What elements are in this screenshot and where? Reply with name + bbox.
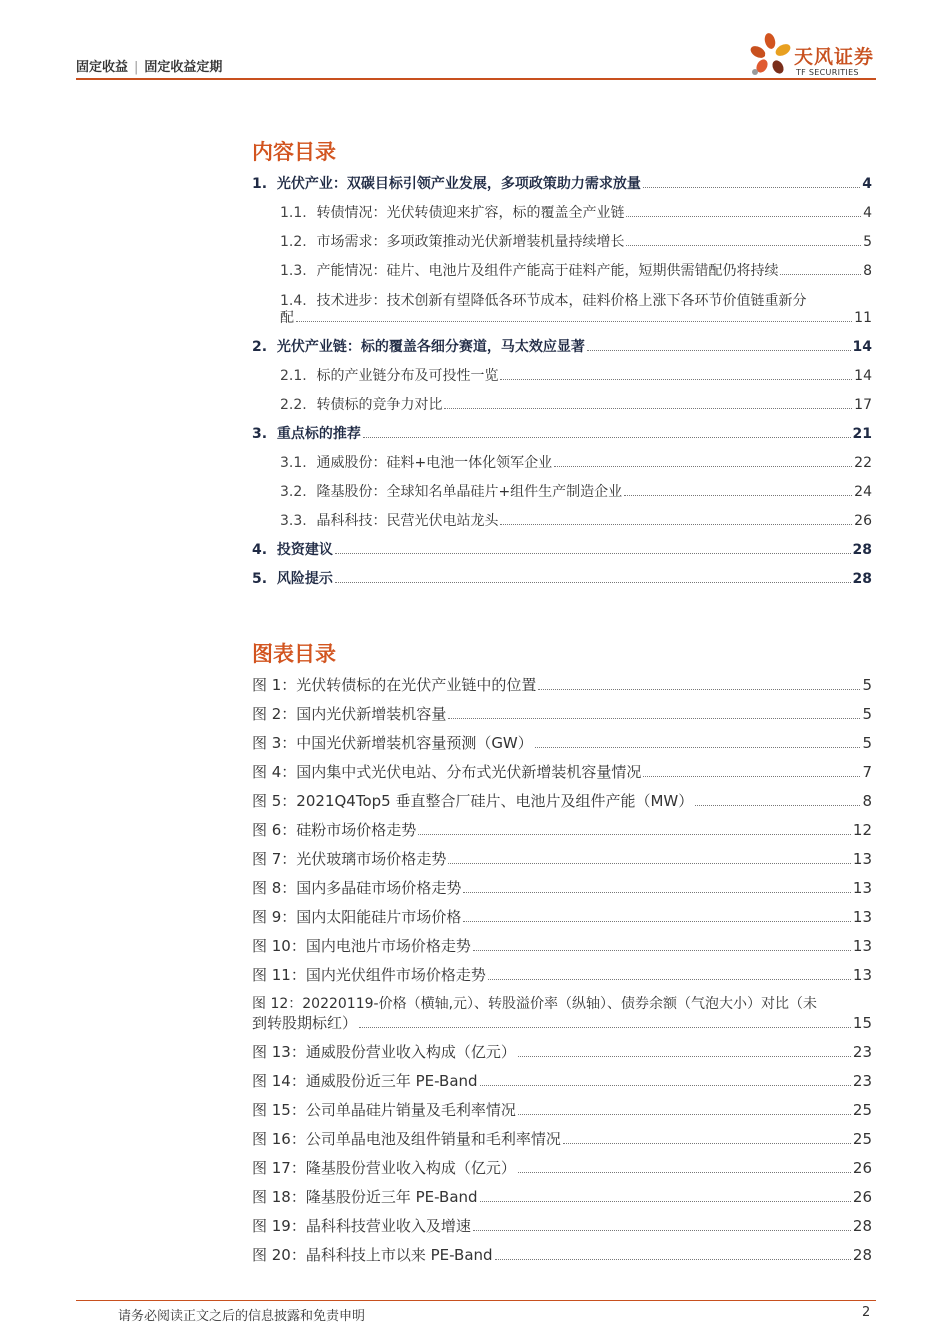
company-logo: [748, 30, 878, 78]
toc-item[interactable]: [280, 511, 872, 531]
figure-item-continuation[interactable]: [252, 1013, 872, 1033]
toc-item-number: 2.: [252, 339, 268, 355]
toc-item-label: 技术进步：技术创新有望降低各环节成本，硅料价格上涨下各环节价值链重新分: [316, 293, 807, 309]
toc-item[interactable]: [280, 366, 872, 386]
figure-item-label: 图 4：国内集中式光伏电站、分布式光伏新增装机容量情况: [252, 763, 642, 781]
figure-item[interactable]: [252, 704, 872, 724]
figure-item[interactable]: [252, 878, 872, 898]
toc-item[interactable]: [252, 337, 872, 357]
toc-item-label: 标的产业链分布及可投性一览: [316, 368, 499, 384]
figure-item-page: 5: [862, 705, 872, 723]
figure-item-page: 28: [852, 1217, 872, 1235]
figure-item-label: 图 11：国内光伏组件市场价格走势: [252, 966, 486, 984]
toc-item-number: 3.: [252, 426, 268, 442]
toc-item-page: 21: [852, 426, 872, 442]
header-separator: |: [134, 60, 139, 75]
figure-item[interactable]: [252, 675, 872, 695]
figure-item[interactable]: [252, 1042, 872, 1062]
toc-item-number: 2.2.: [280, 397, 307, 413]
figure-item-label: 图 8：国内多晶硅市场价格走势: [252, 879, 462, 897]
figure-item-page: 12: [852, 821, 872, 839]
figure-item-page: 13: [852, 966, 872, 984]
toc-item-continuation[interactable]: [280, 308, 872, 328]
toc-item-label: 通威股份：硅料+电池一体化领军企业: [316, 455, 553, 471]
figure-item[interactable]: [252, 1245, 872, 1265]
figure-item-page: 25: [852, 1130, 872, 1148]
figure-item-page: 13: [852, 937, 872, 955]
figure-item[interactable]: [252, 1129, 872, 1149]
toc-item-page: 11: [854, 310, 872, 326]
toc-item-label: 光伏产业：双碳目标引领产业发展，多项政策助力需求放量: [276, 176, 641, 192]
toc-item-number: 5.: [252, 571, 268, 587]
figure-item[interactable]: [252, 965, 872, 985]
figure-item-page: 23: [852, 1072, 872, 1090]
figure-item-label: 图 15：公司单晶硅片销量及毛利率情况: [252, 1101, 516, 1119]
toc-item-page: 28: [852, 542, 872, 558]
toc-item-wrapped[interactable]: [280, 290, 806, 310]
toc-item-label: 市场需求：多项政策推动光伏新增装机量持续增长: [316, 234, 625, 250]
figure-item-page: 13: [852, 850, 872, 868]
figure-item-label: 图 13：通威股份营业收入构成（亿元）: [252, 1043, 516, 1061]
toc-item[interactable]: [280, 261, 872, 281]
figure-item-page: 28: [852, 1246, 872, 1264]
toc-item-page: 8: [863, 263, 872, 279]
toc-item[interactable]: [280, 453, 872, 473]
toc-item-label: 风险提示: [276, 571, 333, 587]
figure-item[interactable]: [252, 1216, 872, 1236]
toc-item-page: 22: [854, 455, 872, 471]
figure-item-page: 7: [862, 763, 872, 781]
header-subcategory: 固定收益定期: [144, 60, 223, 75]
toc-item-page: 5: [863, 234, 872, 250]
toc-item[interactable]: [252, 569, 872, 589]
toc-item-page: 4: [863, 205, 872, 221]
toc-item-label: 转债标的竞争力对比: [316, 397, 443, 413]
page-number: 2: [862, 1305, 871, 1320]
figure-item[interactable]: [252, 820, 872, 840]
figure-item[interactable]: [252, 762, 872, 782]
toc-item[interactable]: [280, 482, 872, 502]
figure-item-page: 26: [852, 1159, 872, 1177]
figure-item[interactable]: [252, 733, 872, 753]
toc-item[interactable]: [252, 174, 872, 194]
toc-item-number: 1.4.: [280, 293, 307, 309]
figure-item-label: 图 7：光伏玻璃市场价格走势: [252, 850, 447, 868]
figure-item-label: 图 18：隆基股份近三年 PE-Band: [252, 1188, 478, 1206]
figure-item-label: 图 17：隆基股份营业收入构成（亿元）: [252, 1159, 516, 1177]
toc-item-number: 3.3.: [280, 513, 307, 529]
toc-item-label: 晶科科技：民营光伏电站龙头: [316, 513, 499, 529]
figure-item-label: 图 3：中国光伏新增装机容量预测（GW）: [252, 734, 533, 752]
figure-item[interactable]: [252, 936, 872, 956]
header-category: 固定收益: [76, 60, 129, 75]
toc-title: 内容目录: [252, 140, 336, 164]
figure-item-label: 图 14：通威股份近三年 PE-Band: [252, 1072, 478, 1090]
figures-title: 图表目录: [252, 642, 336, 666]
figure-item[interactable]: [252, 1187, 872, 1207]
figure-item-page: 13: [852, 908, 872, 926]
figure-item-label: 图 20：晶科科技上市以来 PE-Band: [252, 1246, 493, 1264]
header-divider: [76, 78, 876, 80]
toc-item-label: 投资建议: [276, 542, 333, 558]
toc-item-label: 重点标的推荐: [276, 426, 361, 442]
figure-item-page: 26: [852, 1188, 872, 1206]
figure-item-label-continued: 到转股期标红）: [252, 1014, 358, 1032]
figure-item[interactable]: [252, 907, 872, 927]
figure-item-label: 图 6：硅粉市场价格走势: [252, 821, 417, 839]
toc-item[interactable]: [280, 203, 872, 223]
toc-item[interactable]: [252, 424, 872, 444]
footer-disclaimer: 请务必阅读正文之后的信息披露和免责申明: [118, 1309, 366, 1324]
logo-name-en: TF SECURITIES: [796, 68, 859, 77]
figure-item-page: 13: [852, 879, 872, 897]
figure-item-page: 23: [852, 1043, 872, 1061]
figure-item-page: 5: [862, 734, 872, 752]
toc-item-label-continued: 配: [280, 310, 294, 326]
figure-item-wrapped[interactable]: 图 12：20220119-价格（横轴,元）、转股溢价率（纵轴）、债券余额（气泡大小）对比（未: [252, 996, 818, 1012]
toc-item-label: 产能情况：硅片、电池片及组件产能高于硅料产能，短期供需错配仍将持续: [316, 263, 779, 279]
toc-item-number: 4.: [252, 542, 268, 558]
figure-item-label: 图 10：国内电池片市场价格走势: [252, 937, 471, 955]
toc-item-label: 转债情况：光伏转债迎来扩容，标的覆盖全产业链: [316, 205, 625, 221]
figure-item-label: 图 1：光伏转债标的在光伏产业链中的位置: [252, 676, 537, 694]
figure-item-label: 图 5：2021Q4Top5 垂直整合厂硅片、电池片及组件产能（MW）: [252, 792, 694, 810]
toc-item-number: 3.2.: [280, 484, 307, 500]
figure-item-page: 15: [852, 1014, 872, 1032]
toc-item-number: 1.3.: [280, 263, 307, 279]
figure-item-page: 8: [862, 792, 872, 810]
footer-divider: [76, 1300, 876, 1301]
toc-item-number: 1.1.: [280, 205, 307, 221]
toc-item[interactable]: [280, 232, 872, 252]
toc-item-number: 2.1.: [280, 368, 307, 384]
toc-item-page: 14: [852, 339, 872, 355]
toc-item-page: 28: [852, 571, 872, 587]
figure-item-label: 图 16：公司单晶电池及组件销量和毛利率情况: [252, 1130, 561, 1148]
toc-item-number: 3.1.: [280, 455, 307, 471]
logo-name-cn: 天风证券: [794, 46, 875, 68]
figure-item[interactable]: [252, 1100, 872, 1120]
toc-item-label: 隆基股份：全球知名单晶硅片+组件生产制造企业: [316, 484, 623, 500]
toc-item[interactable]: [252, 540, 872, 560]
figure-item-label: 图 2：国内光伏新增装机容量: [252, 705, 447, 723]
figure-item-page: 5: [862, 676, 872, 694]
toc-item-page: 14: [854, 368, 872, 384]
figure-item-page: 25: [852, 1101, 872, 1119]
figure-item-label: 图 9：国内太阳能硅片市场价格: [252, 908, 462, 926]
figure-item-label: 图 19：晶科科技营业收入及增速: [252, 1217, 471, 1235]
figure-item[interactable]: [252, 849, 872, 869]
toc-item[interactable]: [280, 395, 872, 415]
toc-item-number: 1.2.: [280, 234, 307, 250]
figure-item[interactable]: [252, 1071, 872, 1091]
toc-item-number: 1.: [252, 176, 268, 192]
toc-item-page: 24: [854, 484, 872, 500]
flower-logo-icon: [748, 30, 794, 78]
toc-item-label: 光伏产业链：标的覆盖各细分赛道，马太效应显著: [276, 339, 585, 355]
figure-item[interactable]: [252, 791, 872, 811]
toc-item-page: 17: [854, 397, 872, 413]
toc-item-page: 26: [854, 513, 872, 529]
figure-item[interactable]: [252, 1158, 872, 1178]
toc-item-page: 4: [862, 176, 872, 192]
